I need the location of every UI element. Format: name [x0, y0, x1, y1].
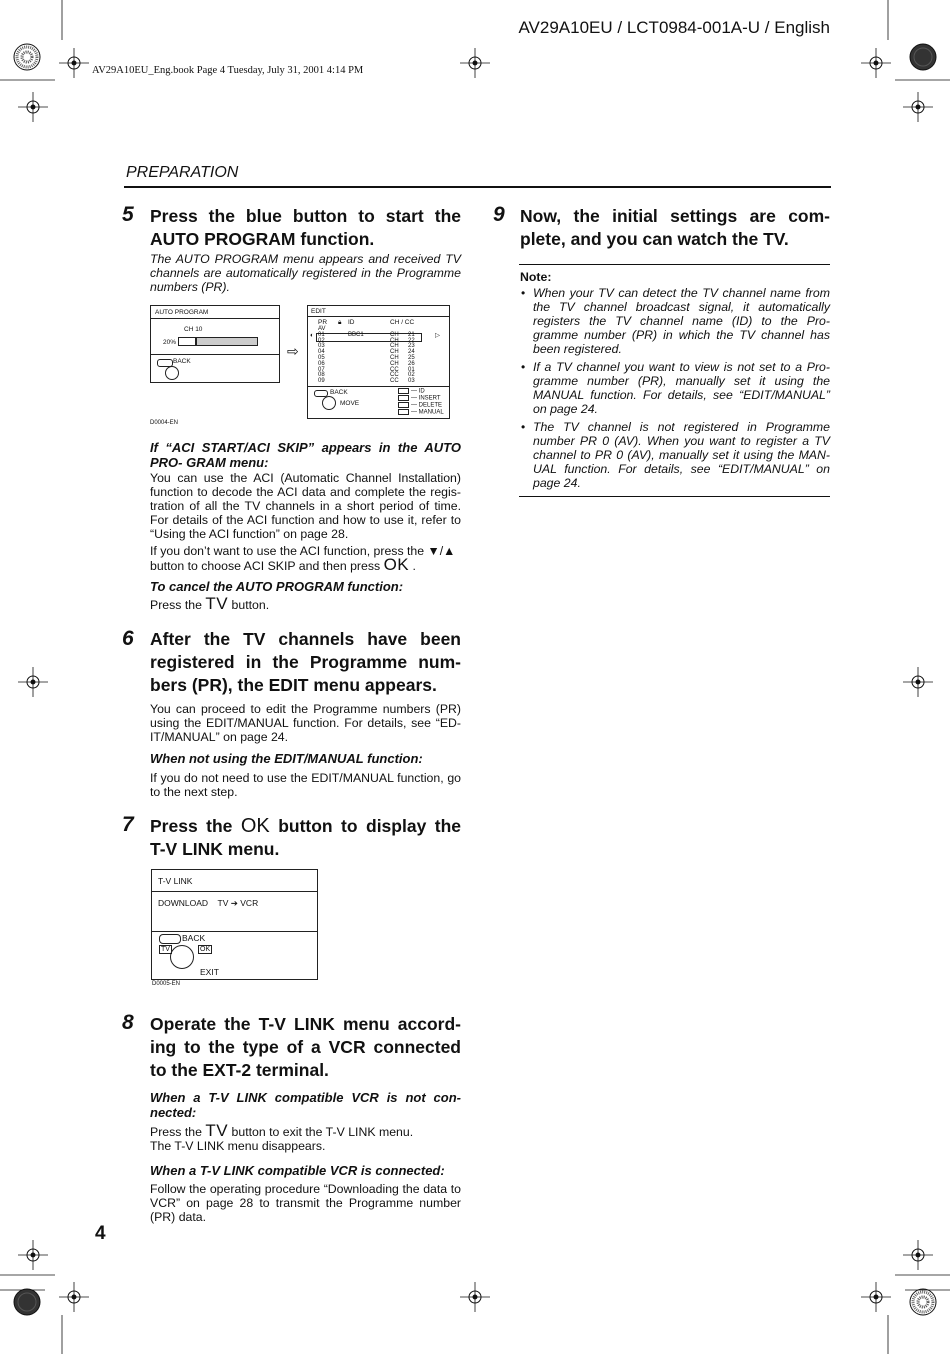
- edit-cell-type: CH: [390, 337, 399, 344]
- note-title: Note:: [520, 270, 552, 284]
- edit-move-label: MOVE: [340, 400, 360, 407]
- figure-code-d0004: D0004-EN: [150, 420, 179, 426]
- tv-link-divider: [152, 891, 317, 892]
- edit-cell-num: 26: [408, 360, 415, 367]
- aci-skip-line1: If you don’t want to use the ACI function, press the ▼/▲: [150, 544, 456, 558]
- edit-cell-num: 21: [408, 331, 415, 338]
- step-6-subbody: If you do not need to use the EDIT/MANUAL function, go to the next step.: [150, 771, 461, 799]
- page-number: 4: [95, 1223, 106, 1244]
- edit-cell-num: 23: [408, 343, 415, 350]
- note-item: [519, 360, 830, 416]
- legend-label: — INSERT: [411, 395, 441, 402]
- step-9-heading-line1: Now, the initial settings are com-: [520, 206, 830, 226]
- tv-link-screen: [151, 869, 318, 980]
- auto-program-progress-bar: [178, 337, 258, 346]
- step-8-sub1-body: [150, 1121, 461, 1153]
- ok-key-icon: OK: [200, 946, 211, 953]
- step-7-heading: [150, 815, 461, 861]
- step-5-heading-line2: AUTO PROGRAM function.: [150, 229, 375, 249]
- auto-program-title: AUTO PROGRAM: [155, 309, 209, 316]
- download-tv-label: TV: [217, 898, 229, 908]
- step-8-sub2-body: Follow the operating procedure “Downloading the data to VCR” on page 28 to transmit the Programme number (PR) data.: [150, 1182, 461, 1224]
- edit-cell-type: CH: [390, 331, 399, 338]
- edit-cell-type: CC: [390, 378, 399, 385]
- cancel-text-a: Press the: [150, 598, 202, 612]
- step-7-heading-b: button to display the: [278, 816, 461, 836]
- auto-program-percent: 20%: [163, 339, 177, 346]
- edit-navigation-pad-icon: [322, 396, 336, 410]
- edit-cell-num: 22: [408, 337, 415, 344]
- step-8-sub1: When a T-V LINK compatible VCR is not con- nected:: [150, 1090, 461, 1120]
- edit-cell-pr: 07: [318, 366, 325, 373]
- tv-button-glyph-2: TV: [205, 1121, 229, 1140]
- auto-program-progress-fill: [179, 338, 197, 345]
- auto-program-channel: CH 10: [184, 326, 203, 333]
- note-item-text: The TV channel is not registered in Programme number PR 0 (AV). When you want to register a TV channel to PR 0 (AV), manually set it using the MAN- UAL function. For details, see “EDIT/MANUAL” on page 24.: [533, 420, 830, 490]
- edit-cell-type: CH: [390, 343, 399, 350]
- edit-cell-pr: 06: [318, 360, 325, 367]
- step-5-intro: The AUTO PROGRAM menu appears and received TV channels are automatically registered in the Programme numbers (PR).: [150, 252, 461, 294]
- step-8-sub1-line1: [150, 1121, 461, 1140]
- document-header: AV29A10EU / LCT0984-001A-U / English: [518, 18, 830, 37]
- download-label: DOWNLOAD: [158, 898, 209, 908]
- tv-link-title: T-V LINK: [158, 876, 193, 886]
- auto-program-divider: [151, 318, 279, 319]
- edit-cell-type: CH: [390, 355, 399, 361]
- step-6-heading-line1: After the TV channels have been: [150, 629, 461, 649]
- note-item: [519, 420, 830, 490]
- step-6-heading-line2: registered in the Programme num-: [150, 652, 461, 672]
- edit-cell-pr: 09: [318, 378, 325, 385]
- color-key-icon: [398, 402, 409, 408]
- edit-cell-pr: 05: [318, 355, 325, 361]
- figure-code-d0005: D0005-EN: [152, 981, 181, 987]
- tv-button-glyph: TV: [205, 594, 229, 613]
- edit-cell-num: 01: [408, 366, 415, 373]
- edit-cell-type: CH: [390, 349, 399, 356]
- step-6-subheading: When not using the EDIT/MANUAL function:: [150, 751, 423, 766]
- ok-button-glyph: OK: [383, 555, 410, 574]
- legend-item: [398, 388, 425, 395]
- aci-heading: If “ACI START/ACI SKIP” appears in the AUTO PRO- GRAM menu:: [150, 440, 461, 470]
- note-bottom-rule: [519, 496, 830, 497]
- pointer-icon: ◐: [310, 332, 314, 339]
- step-8-heading-line2: ing to the type of a VCR connected: [150, 1037, 461, 1057]
- step-8-sub1-text-a: Press the: [150, 1125, 202, 1139]
- step-6-number: 6: [122, 627, 134, 650]
- edit-cell-id: BBC1: [348, 331, 364, 338]
- step-6-heading: [150, 628, 461, 697]
- legend-item: [398, 409, 444, 416]
- edit-cell-num: 25: [408, 355, 415, 361]
- edit-footer-divider: [308, 386, 449, 387]
- legend-label: — DELETE: [411, 402, 443, 409]
- edit-row: [308, 378, 449, 384]
- navigation-pad-icon: [165, 366, 179, 380]
- step-5-number: 5: [122, 203, 134, 226]
- edit-cell-type: CC: [390, 372, 399, 379]
- step-8-sub2: When a T-V LINK compatible VCR is connected:: [150, 1163, 445, 1178]
- note-item-text: When your TV can detect the TV channel name from the TV channel broadcast signal, it automatically registers the TV channel name (ID) to the Pro- gramme number (PR) in which the TV channel has been registered.: [533, 286, 830, 356]
- edit-cell-num: 03: [408, 378, 415, 385]
- edit-cell-type: CH: [390, 360, 399, 367]
- note-top-rule: [519, 264, 830, 265]
- aci-skip-paragraph: [150, 544, 461, 573]
- bullet-icon: •: [521, 420, 526, 434]
- download-vcr-label: VCR: [240, 898, 259, 908]
- step-5-heading-line1: Press the blue button to start the: [150, 206, 461, 226]
- tv-link-back-label: BACK: [182, 933, 206, 943]
- color-key-icon: [398, 388, 409, 394]
- lock-icon: 🔒︎: [338, 319, 342, 326]
- edit-cell-pr: 01: [318, 331, 325, 338]
- tv-key-icon: TV: [161, 946, 170, 953]
- tv-link-exit-label: EXIT: [200, 967, 219, 977]
- step-9-number: 9: [493, 203, 505, 226]
- step-6-body: You can proceed to edit the Programme numbers (PR) using the EDIT/MANUAL function. For details, see “ED- IT/MANUAL” on page 24.: [150, 702, 461, 744]
- edit-title: EDIT: [311, 308, 326, 315]
- step-8-number: 8: [122, 1011, 134, 1034]
- step-5-heading: [150, 205, 461, 251]
- arrow-right-icon: ➔: [230, 898, 238, 908]
- edit-screen: [307, 305, 450, 419]
- edit-col-pr: PR: [318, 319, 328, 326]
- book-info-line: AV29A10EU_Eng.book Page 4 Tuesday, July 31, 2001 4:14 PM: [92, 65, 364, 76]
- cancel-heading: To cancel the AUTO PROGRAM function:: [150, 579, 404, 594]
- edit-col-id: ID: [348, 319, 355, 326]
- edit-cell-pr: AV: [318, 326, 326, 332]
- legend-label: — MANUAL: [411, 409, 444, 416]
- step-7-heading-a: Press the: [150, 816, 233, 836]
- edit-cell-pr: 02: [318, 337, 325, 344]
- tv-link-back-key-icon: [159, 934, 181, 944]
- bullet-icon: •: [521, 286, 526, 300]
- right-triangle-icon: ▷: [435, 332, 440, 339]
- right-arrow-icon: ⇨: [287, 343, 299, 359]
- step-8-heading-line3: to the EXT-2 terminal.: [150, 1060, 329, 1080]
- legend-item: [398, 402, 442, 409]
- edit-cell-pr: 03: [318, 343, 325, 350]
- auto-program-footer-divider: [151, 354, 279, 355]
- edit-cell-type: CC: [390, 366, 399, 373]
- step-9-heading: [520, 205, 830, 251]
- edit-cell-num: 02: [408, 372, 415, 379]
- color-key-icon: [398, 409, 409, 415]
- step-9-heading-line2: plete, and you can watch the TV.: [520, 229, 789, 249]
- edit-title-divider: [308, 316, 449, 317]
- color-key-icon: [398, 395, 409, 401]
- edit-cell-pr: 04: [318, 349, 325, 356]
- edit-cell-pr: 08: [318, 372, 325, 379]
- note-item-text: If a TV channel you want to view is not set to a Pro- gramme number (PR), manually set it using the MANUAL function. For details, see “EDIT/MANUAL” on page 24.: [533, 360, 830, 416]
- step-7-heading-line1: [150, 815, 461, 838]
- cancel-text-b: button.: [231, 598, 270, 612]
- aci-skip-text: button to choose ACI SKIP and then press: [150, 559, 381, 573]
- step-7-heading-line2: T-V LINK menu.: [150, 839, 280, 859]
- step-8-heading-line1: Operate the T-V LINK menu accord-: [150, 1014, 461, 1034]
- tv-link-navigation-pad-icon: [170, 945, 194, 969]
- header-rule: [124, 186, 831, 188]
- step-8-sub1-text-b: button to exit the T-V LINK menu.: [231, 1125, 414, 1139]
- edit-back-label: BACK: [330, 389, 348, 396]
- bullet-icon: •: [521, 360, 526, 374]
- auto-program-screen: [150, 305, 280, 383]
- note-list: [519, 286, 830, 490]
- auto-program-back-label: BACK: [173, 358, 191, 365]
- cancel-body: [150, 594, 270, 613]
- edit-cell-num: 24: [408, 349, 415, 356]
- step-6-heading-line3: bers (PR), the EDIT menu appears.: [150, 675, 437, 695]
- step-8-heading: [150, 1013, 461, 1082]
- legend-item: [398, 395, 441, 402]
- note-item: [519, 286, 830, 356]
- tv-link-footer-divider: [152, 931, 317, 932]
- ok-key-glyph: OK: [240, 815, 270, 837]
- aci-body: You can use the ACI (Automatic Channel Installation) function to decode the ACI data and complete the regis- tration of all the TV channels in a short period of time. For details of the ACI function and how to use it, refer to “Using the ACI function” on page 28.: [150, 471, 461, 541]
- step-8-sub1-line2: The T-V LINK menu disappears.: [150, 1139, 326, 1153]
- section-title: PREPARATION: [126, 164, 239, 181]
- tv-link-download-row: [158, 898, 258, 909]
- legend-label: — ID: [411, 388, 425, 395]
- step-7-number: 7: [122, 813, 134, 836]
- aci-skip-line2: button to choose ACI SKIP and then press OK .: [150, 555, 416, 574]
- edit-col-chcc: CH / CC: [390, 319, 415, 326]
